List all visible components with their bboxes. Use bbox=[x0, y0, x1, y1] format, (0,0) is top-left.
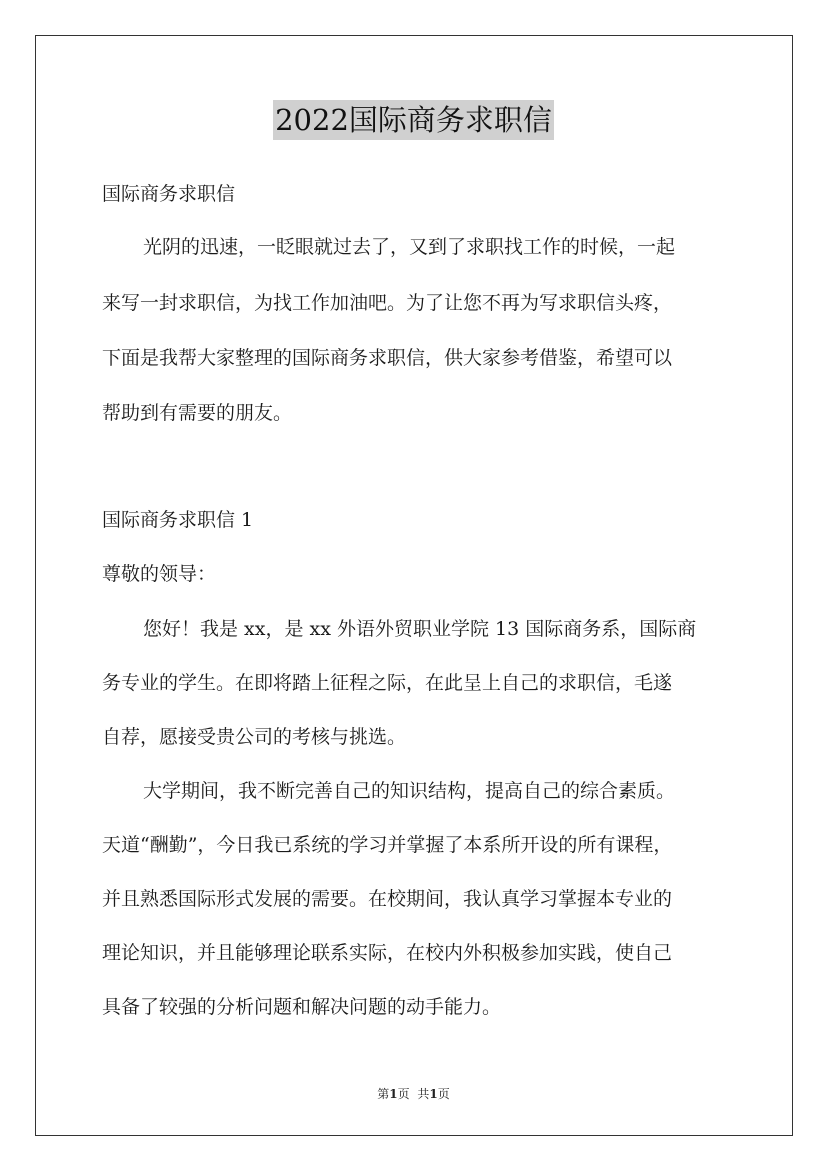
total-pages: 1 bbox=[429, 1087, 438, 1101]
title-container bbox=[0, 100, 827, 140]
para1-line: 您好！我是 xx，是 xx 外语外贸职业学院 13 国际商务系，国际商 bbox=[143, 618, 697, 640]
intro-line: 光阴的迅速，一眨眼就过去了，又到了求职找工作的时候，一起 bbox=[143, 236, 676, 258]
para2-line: 大学期间，我不断完善自己的知识结构，提高自己的综合素质。 bbox=[143, 780, 676, 802]
subtitle: 国际商务求职信 bbox=[102, 183, 236, 205]
total-prefix: 共 bbox=[417, 1087, 430, 1101]
intro-line: 帮助到有需要的朋友。 bbox=[102, 402, 293, 424]
page-prefix: 第 bbox=[377, 1087, 390, 1101]
para2-line: 具备了较强的分析问题和解决问题的动手能力。 bbox=[102, 996, 502, 1018]
section-heading: 国际商务求职信 1 bbox=[102, 509, 254, 531]
intro-line: 下面是我帮大家整理的国际商务求职信，供大家参考借鉴，希望可以 bbox=[102, 347, 673, 369]
page-suffix: 页 bbox=[397, 1087, 410, 1101]
para2-line: 天道“酬勤”，今日我已系统的学习并掌握了本系所开设的所有课程， bbox=[102, 834, 673, 856]
salutation: 尊敬的领导： bbox=[102, 563, 217, 585]
total-suffix: 页 bbox=[437, 1087, 450, 1101]
para1-line: 务专业的学生。在即将踏上征程之际，在此呈上自己的求职信，毛遂 bbox=[102, 672, 673, 694]
page-footer bbox=[0, 1085, 827, 1102]
intro-line: 来写一封求职信，为找工作加油吧。为了让您不再为写求职信头疼， bbox=[102, 292, 673, 314]
para2-line: 理论知识，并且能够理论联系实际，在校内外积极参加实践，使自己 bbox=[102, 942, 673, 964]
document-title: 2022国际商务求职信 bbox=[273, 100, 554, 140]
para1-line: 自荐，愿接受贵公司的考核与挑选。 bbox=[102, 726, 407, 748]
page-number: 1 bbox=[389, 1087, 398, 1101]
para2-line: 并且熟悉国际形式发展的需要。在校期间，我认真学习掌握本专业的 bbox=[102, 888, 673, 910]
